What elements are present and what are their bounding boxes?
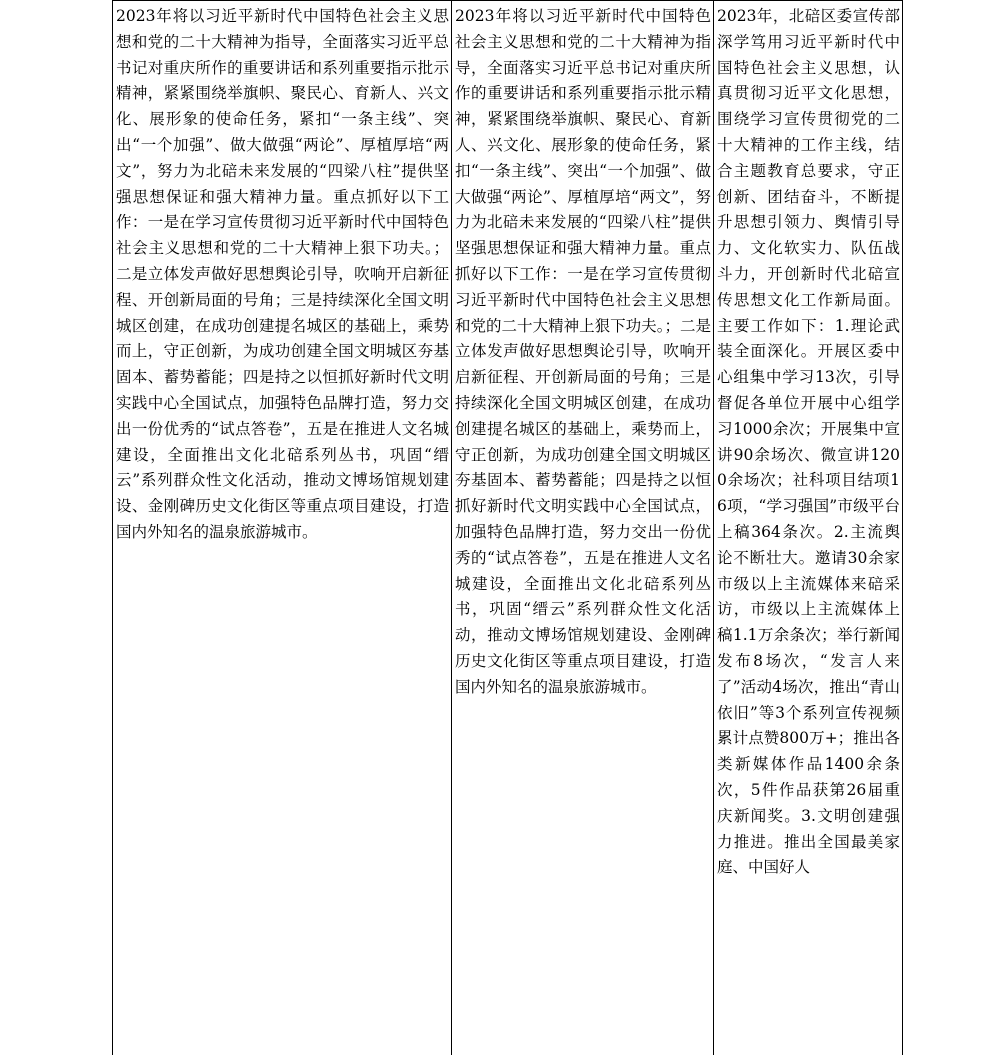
table-row [113, 1, 903, 1055]
work-plan-table [112, 0, 903, 1055]
table-cell-plan-2: 2023年将以习近平新时代中国特色社会主义思想和党的二十大精神为指导，全面落实习近平总书记对重庆所作的重要讲话和系列重要指示批示精神，紧紧围绕举旗帜、聚民心、育新人、兴文化、展形象的使命任务，紧扣“一条主线”、突出“一个加强”、做大做强“两论”、厚植厚培“两文”，努力为北碚未来发展的“四梁八柱”提供坚强思想保证和强大精神力量。重点抓好以下工作：一是在学习宣传贯彻习近平新时代中国特色社会主义思想和党的二十大精神上狠下功夫。；二是立体发声做好思想舆论引导，吹响开启新征程、开创新局面的号角；三是持续深化全国文明城区创建，在成功创建提名城区的基础上，乘势而上，守正创新，为成功创建全国文明城区夯基固本、蓄势蓄能；四是持之以恒抓好新时代文明实践中心全国试点，加强特色品牌打造，努力交出一份优秀的“试点答卷”，五是在推进人文名城建设，全面推出文化北碚系列丛书，巩固“缙云”系列群众性文化活动，推动文博场馆规划建设、金刚碑历史文化街区等重点项目建设，打造国内外知名的温泉旅游城市。 [452, 1, 714, 1055]
table-cell-plan-1: 2023年将以习近平新时代中国特色社会主义思想和党的二十大精神为指导，全面落实习近平总书记对重庆所作的重要讲话和系列重要指示批示精神，紧紧围绕举旗帜、聚民心、育新人、兴文化、展形象的使命任务，紧扣“一条主线”、突出“一个加强”、做大做强“两论”、厚植厚培“两文”，努力为北碚未来发展的“四梁八柱”提供坚强思想保证和强大精神力量。重点抓好以下工作：一是在学习宣传贯彻习近平新时代中国特色社会主义思想和党的二十大精神上狠下功夫。；二是立体发声做好思想舆论引导，吹响开启新征程、开创新局面的号角；三是持续深化全国文明城区创建，在成功创建提名城区的基础上，乘势而上，守正创新，为成功创建全国文明城区夯基固本、蓄势蓄能；四是持之以恒抓好新时代文明实践中心全国试点，加强特色品牌打造，努力交出一份优秀的“试点答卷”，五是在推进人文名城建设，全面推出文化北碚系列丛书，巩固“缙云”系列群众性文化活动，推动文博场馆规划建设、金刚碑历史文化街区等重点项目建设，打造国内外知名的温泉旅游城市。 [113, 1, 452, 1055]
table-cell-summary: 2023年，北碚区委宣传部深学笃用习近平新时代中国特色社会主义思想，认真贯彻习近平文化思想，围绕学习宣传贯彻党的二十大精神的工作主线，结合主题教育总要求，守正创新、团结奋斗，不断提升思想引领力、舆情引导力、文化软实力、队伍战斗力，开创新时代北碚宣传思想文化工作新局面。主要工作如下：1.理论武装全面深化。开展区委中心组集中学习13次，引导督促各单位开展中心组学习1000余次；开展集中宣讲90余场次、微宣讲1200余场次；社科项目结项16项，“学习强国”市级平台上稿364条次。2.主流舆论不断壮大。邀请30余家市级以上主流媒体来碚采访，市级以上主流媒体上稿1.1万余条次；举行新闻发布8场次，“发言人来了”活动4场次，推出“青山依旧”等3个系列宣传视频累计点赞800万+；推出各类新媒体作品1400余条次，5件作品获第26届重庆新闻奖。3.文明创建强力推进。推出全国最美家庭、中国好人 [714, 1, 903, 1055]
